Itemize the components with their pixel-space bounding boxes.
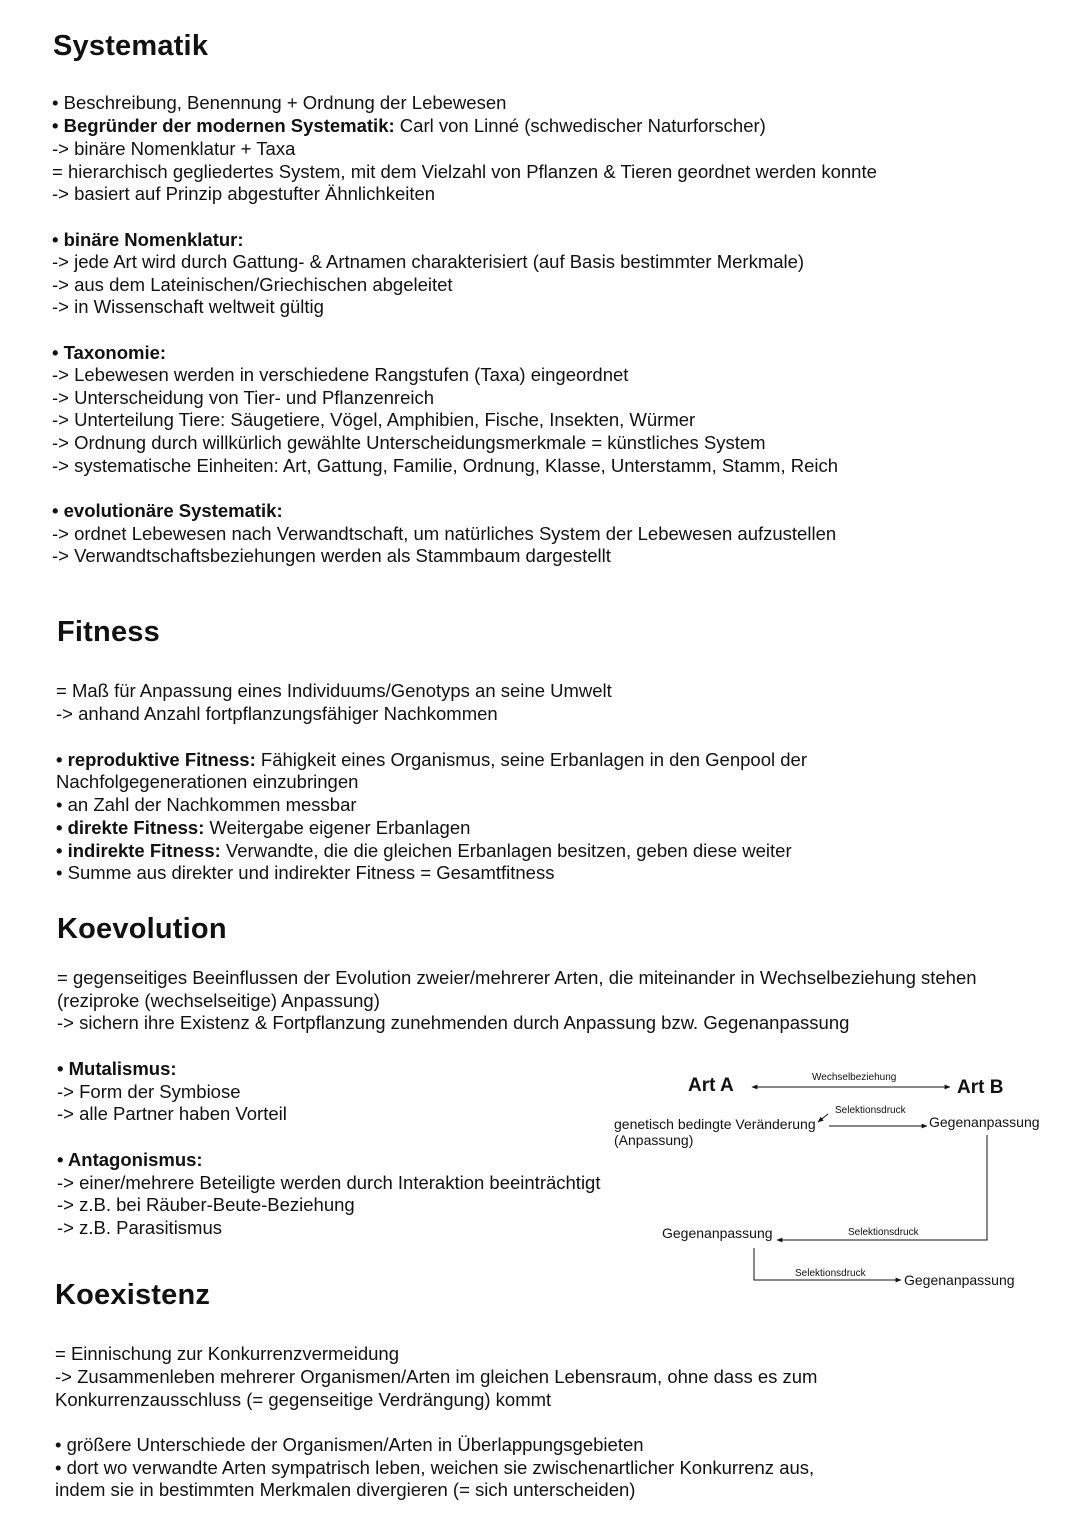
- gegenanpassung-label-2: Gegenanpassung: [662, 1225, 773, 1241]
- subheading-mutalismus: • Mutalismus:: [57, 1058, 177, 1079]
- text-line: [52, 114, 766, 137]
- art-b-label: Art B: [957, 1077, 1004, 1098]
- text-line: (reziproke (wechselseitige) Anpassung): [57, 990, 380, 1011]
- list-item: -> alle Partner haben Vorteil: [57, 1103, 287, 1124]
- text-line: = hierarchisch gegliedertes System, mit dem Vielzahl von Pflanzen & Tieren geordnet werden konnte: [52, 161, 877, 182]
- list-item: -> z.B. bei Räuber-Beute-Beziehung: [57, 1194, 355, 1215]
- list-item: -> aus dem Lateinischen/Griechischen abgeleitet: [52, 274, 453, 295]
- list-item: -> Ordnung durch willkürlich gewählte Unterscheidungsmerkmale = künstliches System: [52, 432, 766, 453]
- feedback-arrow-1: [777, 1135, 987, 1240]
- anpassung-label: (Anpassung): [614, 1132, 694, 1148]
- text-line: -> sichern ihre Existenz & Fortpflanzung zunehmenden durch Anpassung bzw. Gegenanpassung: [57, 1012, 850, 1033]
- subheading-evolutionaer: • evolutionäre Systematik:: [52, 500, 283, 521]
- heading-koevolution: Koevolution: [57, 913, 227, 945]
- text-line: Nachfolgegenerationen einzubringen: [56, 771, 359, 792]
- text-line: • größere Unterschiede der Organismen/Arten in Überlappungsgebieten: [55, 1434, 644, 1455]
- gegenanpassung-label-3: Gegenanpassung: [904, 1272, 1015, 1288]
- text-span: Verwandte, die die gleichen Erbanlagen besitzen, geben diese weiter: [220, 840, 792, 861]
- subheading-taxonomie: • Taxonomie:: [52, 342, 167, 363]
- list-item: -> einer/mehrere Beteiligte werden durch Interaktion beeinträchtigt: [57, 1172, 601, 1193]
- selektionsdruck-label-1: Selektionsdruck: [835, 1105, 906, 1116]
- list-item: -> Lebewesen werden in verschiedene Rangstufen (Taxa) eingeordnet: [52, 364, 629, 385]
- bold-label: • direkte Fitness:: [56, 817, 205, 838]
- text-line: -> binäre Nomenklatur + Taxa: [52, 138, 296, 159]
- heading-systematik: Systematik: [53, 30, 209, 62]
- text-line: indem sie in bestimmten Merkmalen divergieren (= sich unterscheiden): [55, 1479, 636, 1500]
- list-item: -> Form der Symbiose: [57, 1081, 241, 1102]
- veraenderung-label: genetisch bedingte Veränderung: [614, 1116, 816, 1132]
- list-item: -> systematische Einheiten: Art, Gattung, Familie, Ordnung, Klasse, Unterstamm, Stamm, Reich: [52, 455, 839, 476]
- text-line: • an Zahl der Nachkommen messbar: [56, 794, 357, 815]
- list-item: -> Unterscheidung von Tier- und Pflanzenreich: [52, 387, 435, 408]
- text-line: = Maß für Anpassung eines Individuums/Genotyps an seine Umwelt: [56, 680, 612, 701]
- list-item: -> z.B. Parasitismus: [57, 1217, 223, 1238]
- selektionsdruck-label-4: Selektionsdruck: [795, 1268, 866, 1279]
- heading-fitness: Fitness: [57, 616, 160, 648]
- text-line: = gegenseitiges Beeinflussen der Evolution zweier/mehrerer Arten, die miteinander in Wechselbeziehung stehen: [57, 967, 977, 988]
- selektionsdruck-label-3: Selektionsdruck: [848, 1227, 919, 1238]
- text-span: Carl von Linné (schwedischer Naturforscher): [394, 115, 766, 136]
- subheading-nomenklatur: • binäre Nomenklatur:: [52, 229, 244, 250]
- text-line: [56, 748, 807, 771]
- gegenanpassung-label-1: Gegenanpassung: [929, 1114, 1040, 1130]
- text-span: Fähigkeit eines Organismus, seine Erbanlagen in den Genpool der: [255, 749, 807, 770]
- text-line: • Summe aus direkter und indirekter Fitness = Gesamtfitness: [56, 862, 555, 883]
- text-line: [56, 839, 792, 862]
- wechselbeziehung-label: Wechselbeziehung: [812, 1072, 897, 1083]
- text-line: Konkurrenzausschluss (= gegenseitige Verdrängung) kommt: [55, 1389, 552, 1410]
- list-item: -> ordnet Lebewesen nach Verwandtschaft, um natürliches System der Lebewesen aufzustellen: [52, 523, 837, 544]
- bold-label: • indirekte Fitness:: [56, 840, 221, 861]
- text-line: -> anhand Anzahl fortpflanzungsfähiger Nachkommen: [56, 703, 498, 724]
- text-line: -> Zusammenleben mehrerer Organismen/Arten im gleichen Lebensraum, ohne dass es zum: [55, 1366, 818, 1387]
- heading-koexistenz: Koexistenz: [55, 1279, 211, 1311]
- list-item: -> Unterteilung Tiere: Säugetiere, Vögel, Amphibien, Fische, Insekten, Würmer: [52, 409, 696, 430]
- list-item: -> Verwandtschaftsbeziehungen werden als Stammbaum dargestellt: [52, 545, 611, 566]
- koevolution-diagram: [600, 1060, 1060, 1300]
- text-line: = Einnischung zur Konkurrenzvermeidung: [55, 1343, 399, 1364]
- list-item: -> jede Art wird durch Gattung- & Artnamen charakterisiert (auf Basis bestimmter Merkmale): [52, 251, 805, 272]
- bold-label: • reproduktive Fitness:: [56, 749, 256, 770]
- list-item: -> in Wissenschaft weltweit gültig: [52, 296, 324, 317]
- text-line: • Beschreibung, Benennung + Ordnung der Lebewesen: [52, 92, 507, 113]
- text-line: • dort wo verwandte Arten sympatrisch leben, weichen sie zwischenartlicher Konkurrenz aus,: [55, 1457, 815, 1478]
- bold-label: • Begründer der modernen Systematik:: [52, 115, 395, 136]
- subheading-antagonismus: • Antagonismus:: [57, 1149, 203, 1170]
- text-line: [56, 816, 470, 839]
- text-span: Weitergabe eigener Erbanlagen: [204, 817, 471, 838]
- selektionsdruck-arrow-1: [818, 1114, 828, 1122]
- art-a-label: Art A: [688, 1075, 734, 1096]
- text-line: -> basiert auf Prinzip abgestufter Ähnlichkeiten: [52, 183, 436, 204]
